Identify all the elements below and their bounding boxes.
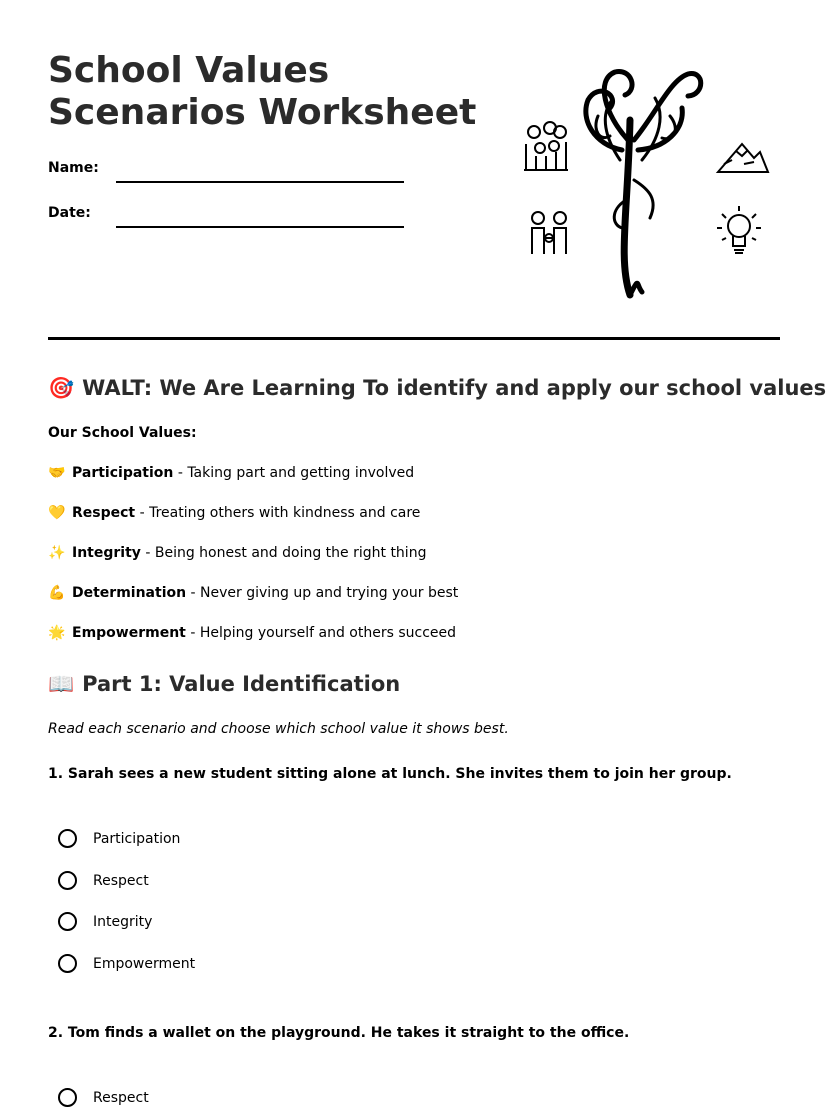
- school-values-label: Our School Values:: [48, 425, 197, 441]
- radio-button[interactable]: [58, 871, 77, 890]
- target-icon: 🎯: [48, 376, 75, 400]
- part1-heading-text: Part 1: Value Identification: [82, 672, 401, 696]
- q1-option-integrity[interactable]: [58, 912, 152, 931]
- q1-option-respect[interactable]: [58, 871, 149, 890]
- yellow-heart-icon: 💛: [48, 505, 66, 521]
- date-field[interactable]: [116, 226, 404, 228]
- value-item-empowerment: [48, 625, 456, 641]
- option-label: Respect: [93, 872, 149, 889]
- value-name: Participation: [72, 465, 174, 481]
- value-description: - Never giving up and trying your best: [186, 585, 459, 601]
- option-label: Integrity: [93, 913, 153, 930]
- header-divider: [48, 337, 780, 340]
- flexed-bicep-icon: 💪: [48, 585, 66, 601]
- handshake-people-icon: [532, 212, 566, 254]
- radio-button[interactable]: [58, 954, 77, 973]
- value-item-determination: [48, 585, 458, 601]
- sparkles-icon: ✨: [48, 545, 66, 561]
- question-1-text: 1. Sarah sees a new student sitting alone at lunch. She invites them to join her group.: [48, 766, 732, 782]
- page-title: School Values Scenarios Worksheet: [48, 50, 477, 133]
- question-2-text: 2. Tom finds a wallet on the playground. He takes it straight to the office.: [48, 1025, 630, 1041]
- name-label: Name:: [48, 160, 99, 176]
- values-tree-illustration: [510, 60, 790, 310]
- value-item-respect: [48, 505, 420, 521]
- q2-option-respect[interactable]: [58, 1088, 149, 1107]
- value-description: - Treating others with kindness and care: [135, 505, 421, 521]
- value-item-integrity: [48, 545, 426, 561]
- radio-button[interactable]: [58, 912, 77, 931]
- radio-button[interactable]: [58, 1088, 77, 1107]
- star-icon: 🌟: [48, 625, 66, 641]
- value-name: Respect: [72, 505, 136, 521]
- name-field[interactable]: [116, 181, 404, 183]
- handshake-icon: 🤝: [48, 465, 66, 481]
- tree-icon: [586, 72, 701, 295]
- q1-option-empowerment[interactable]: [58, 954, 195, 973]
- value-description: - Being honest and doing the right thing: [140, 545, 427, 561]
- option-label: Participation: [93, 830, 181, 847]
- value-description: - Helping yourself and others succeed: [185, 625, 457, 641]
- date-label: Date:: [48, 205, 91, 221]
- value-name: Empowerment: [72, 625, 186, 641]
- value-name: Integrity: [72, 545, 141, 561]
- part1-heading: [48, 672, 400, 697]
- walt-heading: [48, 376, 826, 401]
- open-book-icon: 📖: [48, 672, 75, 696]
- option-label: Respect: [93, 1089, 149, 1106]
- walt-heading-text: WALT: We Are Learning To identify and apply our school values: [82, 376, 827, 400]
- lightbulb-icon: [717, 206, 761, 253]
- people-group-icon: [524, 122, 568, 170]
- q1-option-participation[interactable]: [58, 829, 180, 848]
- option-label: Empowerment: [93, 955, 196, 972]
- part1-instructions: Read each scenario and choose which school value it shows best.: [48, 721, 509, 737]
- value-item-participation: [48, 465, 414, 481]
- value-description: - Taking part and getting involved: [173, 465, 415, 481]
- mountain-icon: [718, 144, 768, 172]
- radio-button[interactable]: [58, 829, 77, 848]
- value-name: Determination: [72, 585, 187, 601]
